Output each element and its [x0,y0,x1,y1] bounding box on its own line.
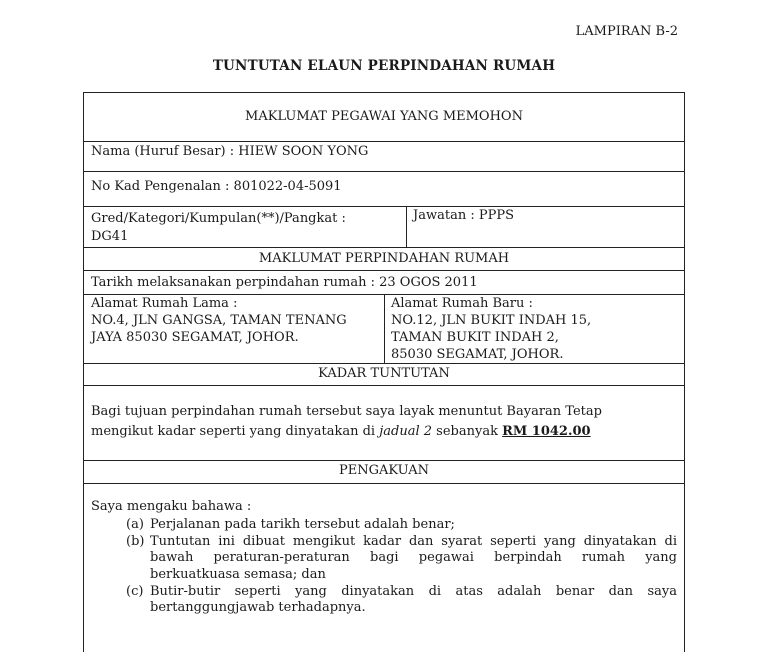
divider [84,171,684,172]
item-text: Tuntutan ini dibuat mengikut kadar dan syarat seperti yang dinyatakan di [150,534,677,549]
alamat-lama-label: Alamat Rumah Lama : [91,296,238,311]
alamat-baru-line: NO.12, JLN BUKIT INDAH 15, [391,313,592,328]
gred-field-label: Gred/Kategori/Kumpulan(**)/Pangkat : [91,211,346,226]
alamat-baru-label: Alamat Rumah Baru : [391,296,533,311]
pengakuan-intro: Saya mengaku bahawa : [91,499,252,514]
item-text: Perjalanan pada tarikh tersebut adalah benar; [150,517,455,532]
divider [84,483,684,484]
item-text: Butir-butir seperti yang dinyatakan di atas adalah benar dan saya [150,584,677,599]
alamat-baru-line: TAMAN BUKIT INDAH 2, [391,330,559,345]
item-label: (c) [126,584,144,599]
section-title-pegawai: MAKLUMAT PEGAWAI YANG MEMOHON [245,109,523,124]
claim-amount: RM 1042.00 [502,424,591,439]
item-text: bertanggungjawab terhadapnya. [150,600,366,615]
divider [406,206,407,247]
divider [84,270,684,271]
divider [84,460,684,461]
item-text: berkuatkuasa semasa; dan [150,567,326,582]
lampiran-label: LAMPIRAN B-2 [575,24,678,39]
section-title-kadar: KADAR TUNTUTAN [318,366,450,381]
section-title-perpindahan: MAKLUMAT PERPINDAHAN RUMAH [258,251,510,266]
item-label: (b) [126,534,145,549]
divider [84,141,684,142]
nama-field: Nama (Huruf Besar) : HIEW SOON YONG [91,144,369,159]
divider [84,363,684,364]
gred-field-value: DG41 [91,229,129,244]
kad-pengenalan-field: No Kad Pengenalan : 801022-04-5091 [91,179,342,194]
divider [84,385,684,386]
alamat-lama-line: JAYA 85030 SEGAMAT, JOHOR. [91,330,299,345]
kadar-text-line: Bagi tujuan perpindahan rumah tersebut saya layak menuntut Bayaran Tetap [91,404,602,419]
item-text: bawah peraturan-peraturan bagi pegawai berpindah rumah yang [150,550,677,565]
kadar-text-line: mengikut kadar seperti yang dinyatakan di jadual 2 sebanyak RM 1042.00 [91,424,591,439]
divider [84,247,684,248]
divider [84,206,684,207]
tarikh-field: Tarikh melaksanakan perpindahan rumah : 23 OGOS 2011 [91,275,478,290]
jadual-reference: jadual 2 [379,424,433,439]
alamat-lama-line: NO.4, JLN GANGSA, TAMAN TENANG [91,313,347,328]
document-title: TUNTUTAN ELAUN PERPINDAHAN RUMAH [212,58,556,74]
section-title-pengakuan: PENGAKUAN [339,463,429,478]
alamat-baru-line: 85030 SEGAMAT, JOHOR. [391,347,564,362]
item-label: (a) [126,517,144,532]
claim-form [83,92,685,652]
jawatan-field: Jawatan : PPPS [413,208,514,223]
divider [384,294,385,363]
